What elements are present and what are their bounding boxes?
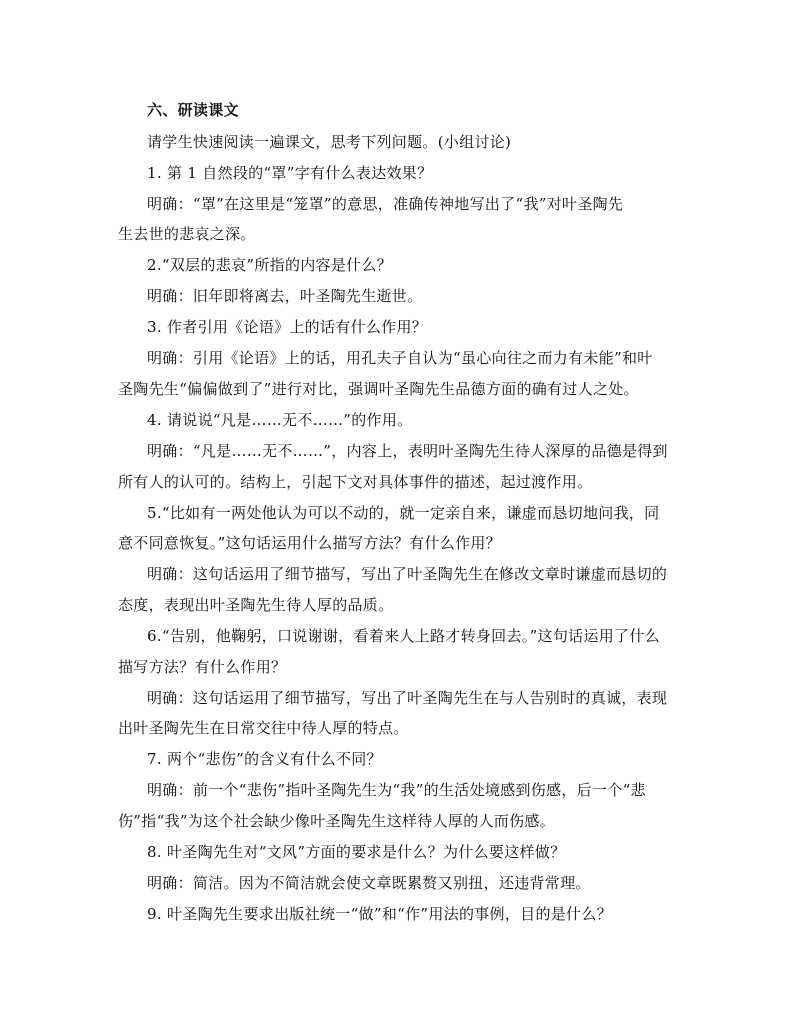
question-5-line-2: 意不同意恢复。”这句话运用什么描写方法？有什么作用？ [118,534,501,552]
question-9: 9. 叶圣陶先生要求出版社统一“做”和“作”用法的事例，目的是什么？ [147,905,612,923]
answer-3-line-2: 圣陶先生“偏偏做到了”进行对比，强调叶圣陶先生品德方面的确有过人之处。 [118,380,639,398]
answer-4-line-2: 所有人的认可的。结构上，引起下文对具体事件的描述，起过渡作用。 [118,473,593,491]
question-4: 4. 请说说“凡是……无不……”的作用。 [147,411,413,429]
answer-1-line-2: 生去世的悲哀之深。 [118,225,256,243]
answer-5-line-2: 态度，表现出叶圣陶先生待人厚的品质。 [118,596,394,614]
intro-paragraph: 请学生快速阅读一遍课文，思考下列问题。(小组讨论) [147,133,512,151]
answer-3-line-1: 明确：引用《论语》上的话，用孔夫子自认为“虽心向往之而力有未能”和叶 [147,349,653,367]
answer-8: 明确：简洁。因为不简洁就会使文章既累赘又别扭，还违背常理。 [147,874,591,892]
question-1: 1. 第 1 自然段的“罩”字有什么表达效果？ [147,164,433,182]
answer-7-line-1: 明确：前一个“悲伤”指叶圣陶先生为“我”的生活处境感到伤感，后一个“悲 [147,781,646,799]
answer-6-line-2: 出叶圣陶先生在日常交往中待人厚的特点。 [118,719,409,737]
question-5-line-1: 5.“比如有一两处他认为可以不动的，就一定亲自来，谦虚而恳切地问我，同 [147,504,660,522]
answer-7-line-2: 伤”指“我”为这个社会缺少像叶圣陶先生这样待人厚的人而伤感。 [118,812,556,830]
answer-6-line-1: 明确：这句话运用了细节描写，写出了叶圣陶先生在与人告别时的真诚，表现 [147,689,668,707]
question-2: 2.“双层的悲哀”所指的内容是什么？ [147,256,393,274]
question-7: 7. 两个“悲伤”的含义有什么不同？ [147,750,382,768]
answer-5-line-1: 明确：这句话运用了细节描写，写出了叶圣陶先生在修改文章时谦虚而恳切的 [147,565,668,583]
answer-2: 明确：旧年即将离去，叶圣陶先生逝世。 [147,287,423,305]
answer-1-line-1: 明确：“罩”在这里是“笼罩”的意思，准确传神地写出了“我”对叶圣陶先 [147,195,624,213]
answer-4-line-1: 明确：“凡是……无不……”，内容上，表明叶圣陶先生待人深厚的品德是得到 [147,442,668,460]
question-3: 3. 作者引用《论语》上的话有什么作用？ [147,318,428,336]
section-heading: 六、研读课文 [147,101,239,119]
question-6-line-2: 描写方法？有什么作用？ [118,658,287,676]
question-6-line-1: 6.“告别，他鞠躬，口说谢谢，看着来人上路才转身回去。”这句话运用了什么 [147,627,660,645]
question-8: 8. 叶圣陶先生对“文风”方面的要求是什么？为什么要这样做？ [147,843,566,861]
